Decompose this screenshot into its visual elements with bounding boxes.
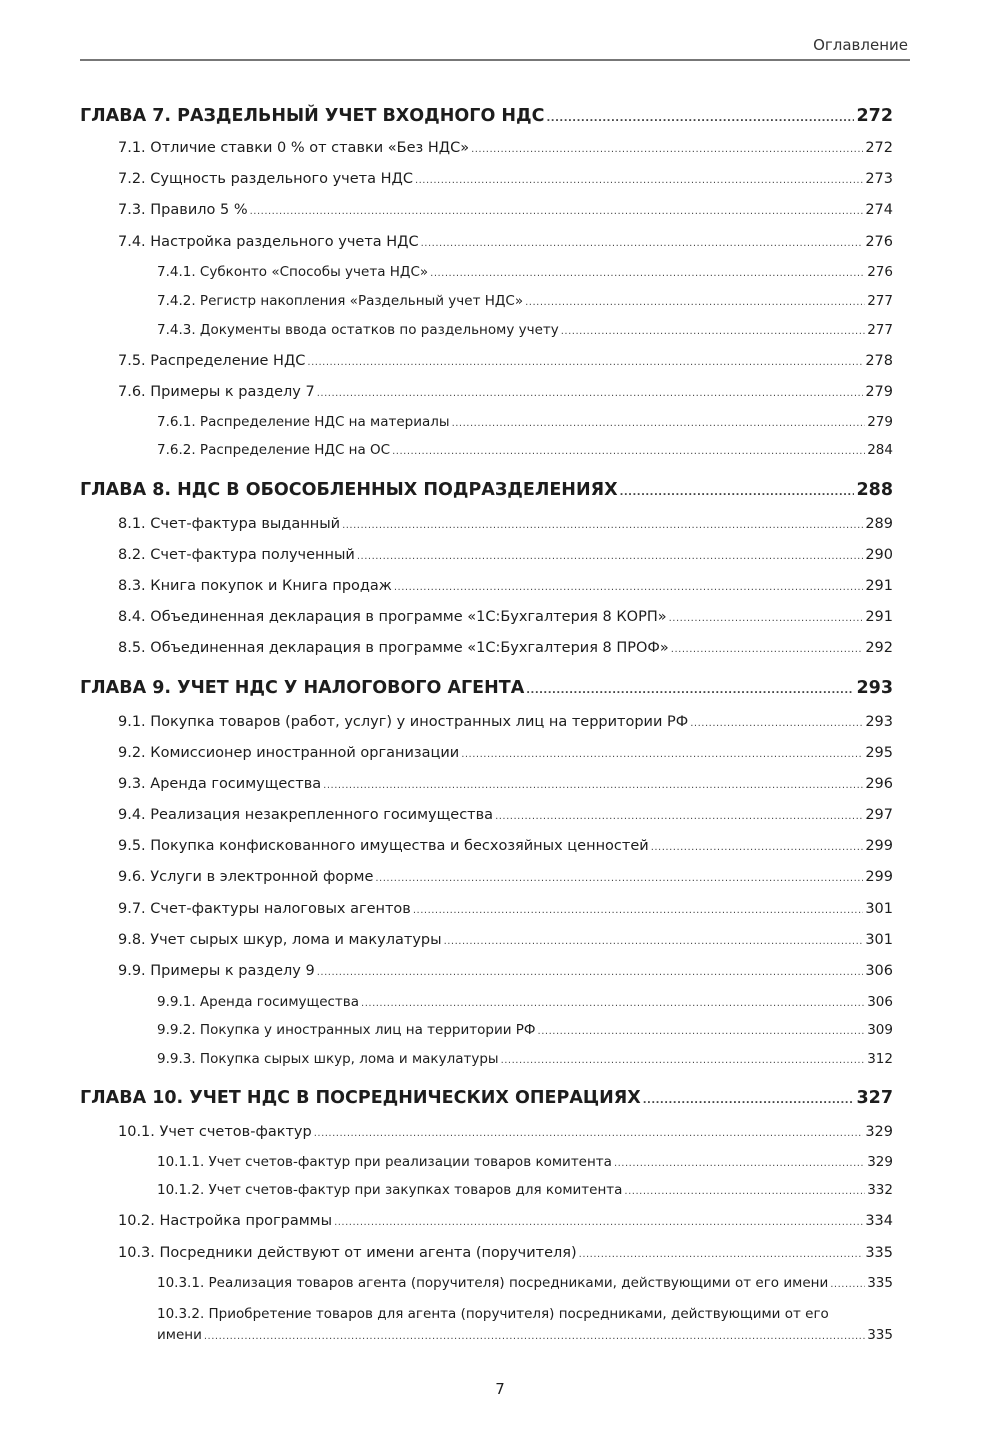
toc-entry-title: 9.2. Комиссионер иностранной организации bbox=[118, 745, 460, 761]
toc-entry-section[interactable] bbox=[118, 963, 893, 979]
toc-entry-title: 10.3.1. Реализация товаров агента (поручителя) посредниками, действующими от его имени bbox=[157, 1275, 829, 1291]
toc-entry-section[interactable] bbox=[118, 140, 893, 156]
toc-entry-section[interactable] bbox=[118, 901, 893, 917]
dot-leader bbox=[624, 1186, 865, 1197]
toc-entry-page: 276 bbox=[867, 264, 893, 280]
dot-leader bbox=[471, 144, 863, 155]
toc-entry-page: 279 bbox=[867, 414, 893, 430]
toc-entry-title: 9.9.1. Аренда госимущества bbox=[157, 994, 360, 1010]
page-number: 7 bbox=[495, 1380, 505, 1398]
dot-leader bbox=[334, 1217, 863, 1228]
toc-entry-title-continuation: имени bbox=[157, 1327, 202, 1343]
toc-entry-page: 306 bbox=[865, 963, 893, 979]
toc-entry-section[interactable] bbox=[118, 171, 893, 187]
toc-entry-title: 8.3. Книга покупок и Книга продаж bbox=[118, 578, 392, 594]
toc-entry-title: 7.4. Настройка раздельного учета НДС bbox=[118, 234, 419, 250]
toc-entry-section[interactable] bbox=[118, 384, 893, 400]
running-head: Оглавление bbox=[813, 36, 908, 54]
dot-leader bbox=[671, 644, 864, 655]
toc-entry-page: 334 bbox=[865, 1213, 893, 1229]
dot-leader bbox=[579, 1249, 864, 1260]
toc-entry-page: 332 bbox=[867, 1182, 893, 1198]
dot-leader bbox=[323, 780, 863, 791]
toc-entry-page: 279 bbox=[865, 384, 893, 400]
toc-entry-page: 299 bbox=[865, 838, 893, 854]
toc-entry-page: 301 bbox=[865, 932, 893, 948]
toc-entry-chapter[interactable] bbox=[80, 678, 893, 698]
dot-leader bbox=[643, 1095, 855, 1106]
toc-entry-section[interactable] bbox=[118, 640, 893, 656]
toc-entry-title: 10.3. Посредники действуют от имени агента (поручителя) bbox=[118, 1245, 577, 1261]
toc-entry-subsection[interactable] bbox=[157, 414, 893, 430]
toc-entry-title: 9.9. Примеры к разделу 9 bbox=[118, 963, 315, 979]
toc-entry-subsection[interactable] bbox=[157, 442, 893, 458]
dot-leader bbox=[342, 520, 863, 531]
toc-entry-title: 9.1. Покупка товаров (работ, услуг) у иностранных лиц на территории РФ bbox=[118, 714, 689, 730]
toc-entry-page: 276 bbox=[865, 234, 893, 250]
toc-entry-page: 291 bbox=[865, 609, 893, 625]
dot-leader bbox=[375, 873, 863, 884]
dot-leader bbox=[413, 905, 863, 916]
toc-entry-title: 10.1.1. Учет счетов-фактур при реализации товаров комитента bbox=[157, 1154, 612, 1170]
toc-entry-section[interactable] bbox=[118, 1124, 893, 1140]
toc-entry-page: 329 bbox=[865, 1124, 893, 1140]
toc-entry-page: 289 bbox=[865, 516, 893, 532]
toc-entry-page: 296 bbox=[865, 776, 893, 792]
toc-entry-title: ГЛАВА 10. УЧЕТ НДС В ПОСРЕДНИЧЕСКИХ ОПЕРАЦИЯХ bbox=[80, 1088, 641, 1108]
toc-entry-section[interactable] bbox=[118, 234, 893, 250]
toc-entry-page: 284 bbox=[867, 442, 893, 458]
toc-entry-subsection[interactable] bbox=[157, 1022, 893, 1038]
toc-entry-title: 8.2. Счет-фактура полученный bbox=[118, 547, 355, 563]
toc-entry-section[interactable] bbox=[118, 714, 893, 730]
dot-leader bbox=[561, 326, 865, 337]
toc-entry-page: 335 bbox=[865, 1245, 893, 1261]
toc-entry-title: 9.7. Счет-фактуры налоговых агентов bbox=[118, 901, 411, 917]
dot-leader bbox=[250, 206, 864, 217]
toc-entry-title: 7.5. Распределение НДС bbox=[118, 353, 306, 369]
toc-entry-title: 10.3.2. Приобретение товаров для агента (поручителя) посредниками, действующими от его bbox=[157, 1306, 829, 1322]
dot-leader bbox=[361, 998, 865, 1009]
toc-entry-page: 291 bbox=[865, 578, 893, 594]
toc-entry-section[interactable] bbox=[118, 609, 893, 625]
toc-entry-title: 7.2. Сущность раздельного учета НДС bbox=[118, 171, 413, 187]
toc-entry-section[interactable] bbox=[118, 745, 893, 761]
toc-entry-subsection[interactable] bbox=[157, 1304, 893, 1347]
toc-entry-title: 8.5. Объединенная декларация в программе «1С:Бухгалтерия 8 ПРОФ» bbox=[118, 640, 669, 656]
toc-entry-page: 299 bbox=[865, 869, 893, 885]
toc-entry-section[interactable] bbox=[118, 838, 893, 854]
toc-entry-title: 7.1. Отличие ставки 0 % от ставки «Без НДС» bbox=[118, 140, 470, 156]
toc-entry-page: 335 bbox=[867, 1275, 893, 1291]
toc-entry-page: 306 bbox=[867, 994, 893, 1010]
toc-entry-title: 9.8. Учет сырых шкур, лома и макулатуры bbox=[118, 932, 442, 948]
toc-entry-page: 274 bbox=[865, 202, 893, 218]
dot-leader bbox=[461, 749, 863, 760]
toc-entry-title: 8.1. Счет-фактура выданный bbox=[118, 516, 341, 532]
dot-leader bbox=[430, 268, 865, 279]
toc-entry-page: 312 bbox=[867, 1051, 893, 1067]
toc-entry-page: 292 bbox=[865, 640, 893, 656]
dot-leader bbox=[830, 1279, 865, 1290]
toc-entry-subsection[interactable] bbox=[157, 322, 893, 338]
toc-entry-page: 327 bbox=[856, 1088, 893, 1108]
dot-leader bbox=[525, 297, 865, 308]
dot-leader bbox=[392, 446, 865, 457]
dot-leader bbox=[669, 613, 864, 624]
dot-leader bbox=[317, 388, 864, 399]
toc-entry-title: 7.6.2. Распределение НДС на ОС bbox=[157, 442, 391, 458]
toc-entry-section[interactable] bbox=[118, 578, 893, 594]
toc-entry-title: 7.3. Правило 5 % bbox=[118, 202, 248, 218]
dot-leader bbox=[415, 175, 863, 186]
dot-leader bbox=[421, 238, 864, 249]
toc-entry-page: 293 bbox=[865, 714, 893, 730]
toc-entry-title: ГЛАВА 9. УЧЕТ НДС У НАЛОГОВОГО АГЕНТА bbox=[80, 678, 525, 698]
toc-entry-title: 9.5. Покупка конфискованного имущества и бесхозяйных ценностей bbox=[118, 838, 649, 854]
toc-entry-section[interactable] bbox=[118, 353, 893, 369]
toc-entry-page: 277 bbox=[867, 293, 893, 309]
dot-leader bbox=[547, 113, 855, 124]
dot-leader bbox=[620, 487, 855, 498]
toc-entry-subsection[interactable] bbox=[157, 1051, 893, 1067]
toc-entry-section[interactable] bbox=[118, 776, 893, 792]
toc-entry-page: 309 bbox=[867, 1022, 893, 1038]
toc-entry-subsection[interactable] bbox=[157, 264, 893, 280]
toc-entry-subsection[interactable] bbox=[157, 1275, 893, 1291]
toc-entry-subsection[interactable] bbox=[157, 1182, 893, 1198]
toc-entry-section[interactable] bbox=[118, 516, 893, 532]
toc-entry-title: 9.9.2. Покупка у иностранных лиц на территории РФ bbox=[157, 1022, 536, 1038]
toc-entry-chapter[interactable] bbox=[80, 480, 893, 500]
dot-leader bbox=[394, 582, 863, 593]
toc-entry-subsection[interactable] bbox=[157, 293, 893, 309]
toc-entry-section[interactable] bbox=[118, 202, 893, 218]
toc-entry-section[interactable] bbox=[118, 807, 893, 823]
dot-leader bbox=[204, 1326, 865, 1347]
toc-entry-page: 295 bbox=[865, 745, 893, 761]
toc-entry-section[interactable] bbox=[118, 1245, 893, 1261]
toc-entry-title: ГЛАВА 8. НДС В ОБОСОБЛЕННЫХ ПОДРАЗДЕЛЕНИЯХ bbox=[80, 480, 618, 500]
toc-entry-section[interactable] bbox=[118, 869, 893, 885]
toc-entry-title: 10.1. Учет счетов-фактур bbox=[118, 1124, 312, 1140]
toc-entry-page: 278 bbox=[865, 353, 893, 369]
dot-leader bbox=[690, 718, 863, 729]
dot-leader bbox=[501, 1055, 866, 1066]
toc-entry-page: 290 bbox=[865, 547, 893, 563]
dot-leader bbox=[651, 842, 864, 853]
toc-entry-page: 297 bbox=[865, 807, 893, 823]
toc-entry-subsection[interactable] bbox=[157, 994, 893, 1010]
toc-entry-title: 7.6.1. Распределение НДС на материалы bbox=[157, 414, 450, 430]
dot-leader bbox=[614, 1158, 865, 1169]
toc-entry-page: 277 bbox=[867, 322, 893, 338]
toc-entry-title: 9.9.3. Покупка сырых шкур, лома и макулатуры bbox=[157, 1051, 499, 1067]
toc-entry-chapter[interactable] bbox=[80, 1088, 893, 1108]
toc-entry-title: 7.4.2. Регистр накопления «Раздельный учет НДС» bbox=[157, 293, 524, 309]
toc-entry-page: 288 bbox=[856, 480, 893, 500]
toc-entry-title: 9.3. Аренда госимущества bbox=[118, 776, 322, 792]
toc-entry-title: 10.1.2. Учет счетов-фактур при закупках товаров для комитента bbox=[157, 1182, 623, 1198]
toc-entry-title: 9.4. Реализация незакрепленного госимущества bbox=[118, 807, 494, 823]
toc-entry-title: 9.6. Услуги в электронной форме bbox=[118, 869, 374, 885]
toc-entry-page: 272 bbox=[865, 140, 893, 156]
toc-entry-title: 8.4. Объединенная декларация в программе «1С:Бухгалтерия 8 КОРП» bbox=[118, 609, 667, 625]
dot-leader bbox=[444, 936, 864, 947]
toc-entry-title: ГЛАВА 7. РАЗДЕЛЬНЫЙ УЧЕТ ВХОДНОГО НДС bbox=[80, 106, 545, 126]
toc-entry-page: 273 bbox=[865, 171, 893, 187]
toc-entry-page: 329 bbox=[867, 1154, 893, 1170]
toc-entry-page: 301 bbox=[865, 901, 893, 917]
toc-entry-title: 7.4.1. Субконто «Способы учета НДС» bbox=[157, 264, 429, 280]
dot-leader bbox=[357, 551, 863, 562]
toc-entry-subsection[interactable] bbox=[157, 1154, 893, 1170]
toc-entry-section[interactable] bbox=[118, 547, 893, 563]
toc-entry-section[interactable] bbox=[118, 932, 893, 948]
dot-leader bbox=[526, 685, 854, 696]
header-rule bbox=[80, 59, 910, 61]
dot-leader bbox=[307, 357, 863, 368]
toc-entry-title: 10.2. Настройка программы bbox=[118, 1213, 333, 1229]
toc-entry-title: 7.6. Примеры к разделу 7 bbox=[118, 384, 315, 400]
toc-entry-chapter[interactable] bbox=[80, 106, 893, 126]
dot-leader bbox=[495, 811, 863, 822]
toc-entry-section[interactable] bbox=[118, 1213, 893, 1229]
toc-entry-page: 335 bbox=[867, 1327, 893, 1343]
toc-entry-page: 272 bbox=[856, 106, 893, 126]
dot-leader bbox=[314, 1128, 864, 1139]
dot-leader bbox=[538, 1026, 866, 1037]
dot-leader bbox=[452, 418, 866, 429]
dot-leader bbox=[317, 967, 864, 978]
toc-entry-title: 7.4.3. Документы ввода остатков по раздельному учету bbox=[157, 322, 559, 338]
toc-entry-page: 293 bbox=[856, 678, 893, 698]
